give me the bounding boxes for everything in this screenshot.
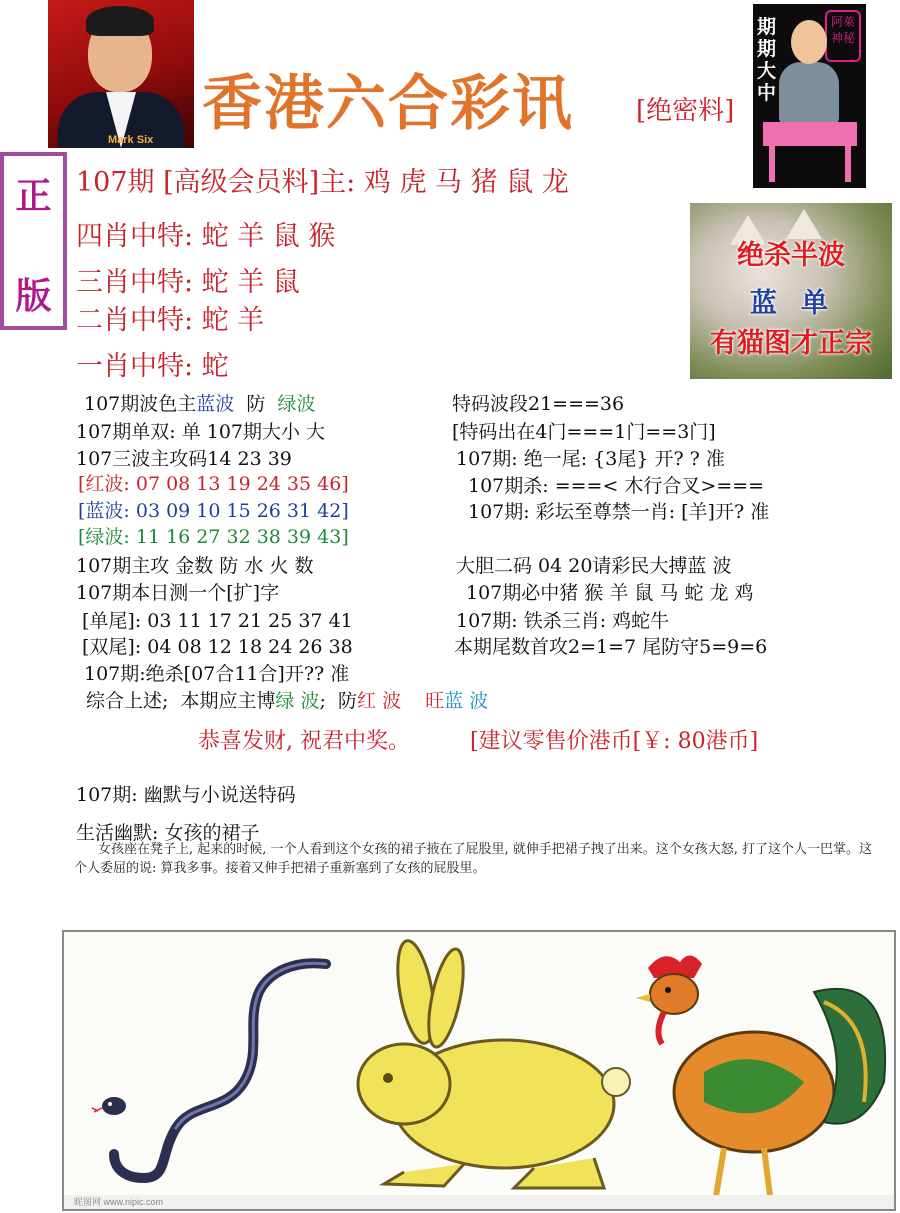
story-body: 女孩座在凳子上, 起来的时候, 一个人看到这个女孩的裙子掖在了屁股里, 就伸手把裙子拽了出来。这个女孩大怒, 打了这个人一巴掌。这个人委屈的说: 算我多事。接着又伸手把裙子重新塞到了女孩的屁股里。	[74, 842, 873, 876]
price-text: [建议零售价港币[￥: 80港币]	[470, 729, 759, 754]
odd-even-line: 107期单双: 单 107期大小 大	[76, 421, 326, 443]
odd-tail-line: [单尾]: 03 11 17 21 25 37 41	[82, 610, 353, 632]
blue-wave-line: [蓝波: 03 09 10 15 26 31 42]	[78, 500, 349, 522]
three-wave-line: 107三波主攻码14 23 39	[76, 448, 292, 470]
main-zodiac-line: 107期 [高级会员料]主: 鸡 虎 马 猪 鼠 龙	[76, 167, 569, 198]
three-zodiac-line: 三肖中特: 蛇 羊 鼠	[76, 267, 300, 298]
segment-line: 特码波段21===36	[452, 393, 625, 415]
door-line: [特码出在4门===1门==3门]	[452, 421, 716, 443]
daily-word-line: 107期本日测一个[扩]字	[76, 582, 280, 604]
cartoon-image	[753, 4, 866, 188]
story-heading: 107期: 幽默与小说送特码	[76, 784, 296, 806]
cartoon-caption: 期期大中	[757, 16, 777, 104]
cartoon-badge: 阿萊神秘	[825, 10, 861, 62]
authentic-stamp	[0, 152, 67, 330]
host-photo	[48, 0, 194, 148]
title-tag: [绝密料]	[636, 96, 735, 126]
stamp-char-1: 正	[15, 175, 52, 217]
one-zodiac-line: 一肖中特: 蛇	[76, 351, 229, 382]
tail-line: 107期: 绝一尾: {3尾} 开? ? 准	[456, 448, 725, 470]
red-wave-line: [红波: 07 08 13 19 24 35 46]	[78, 473, 349, 495]
wave-color-line: 107期波色主蓝波 防 绿波	[84, 393, 316, 415]
zodiac-illustration	[62, 930, 896, 1211]
snake-icon	[92, 963, 326, 1178]
summary-line: 综合上述; 本期应主博绿 波; 防红 波 旺蓝 波	[86, 690, 489, 712]
cat-image	[690, 203, 892, 379]
image-watermark: 昵图网 www.nipic.com	[74, 1197, 164, 1207]
two-codes-line: 大胆二码 04 20请彩民大搏蓝 波	[456, 555, 732, 577]
rabbit-icon	[358, 938, 630, 1188]
even-tail-line: [双尾]: 04 08 12 18 24 26 38	[82, 636, 353, 658]
stamp-char-2: 版	[15, 275, 52, 317]
cat-panel-line-3: 有猫图才正宗	[710, 328, 872, 359]
cat-panel-line-1: 绝杀半波	[737, 240, 845, 271]
blessing-text: 恭喜发财, 祝君中奖。	[198, 729, 410, 754]
tail-attack-line: 本期尾数首攻2=1=7 尾防守5=9=6	[454, 636, 768, 658]
kill-line: 107期:绝杀[07合11合]开?? 准	[84, 663, 350, 685]
forbidden-zodiac-line: 107期: 彩坛至尊禁一肖: [羊]开? 准	[468, 501, 770, 523]
mark-six-logo: Mark Six	[108, 134, 154, 146]
four-zodiac-line: 四肖中特: 蛇 羊 鼠 猴	[76, 221, 336, 252]
two-zodiac-line: 二肖中特: 蛇 羊	[76, 305, 265, 336]
kill-three-line: 107期: 铁杀三肖: 鸡蛇牛	[456, 610, 670, 632]
kill-element-line: 107期杀: ===< 木行合叉>===	[468, 475, 765, 497]
element-line: 107期主攻 金数 防 水 火 数	[76, 555, 314, 577]
story-title: 生活幽默: 女孩的裙子	[76, 822, 260, 844]
green-wave-line: [绿波: 11 16 27 32 38 39 43]	[78, 526, 349, 548]
must-win-line: 107期必中猪 猴 羊 鼠 马 蛇 龙 鸡	[466, 582, 754, 604]
rooster-icon	[636, 955, 885, 1198]
cat-panel-line-2: 蓝单	[750, 288, 852, 319]
page-title: 香港六合彩讯	[202, 69, 574, 139]
